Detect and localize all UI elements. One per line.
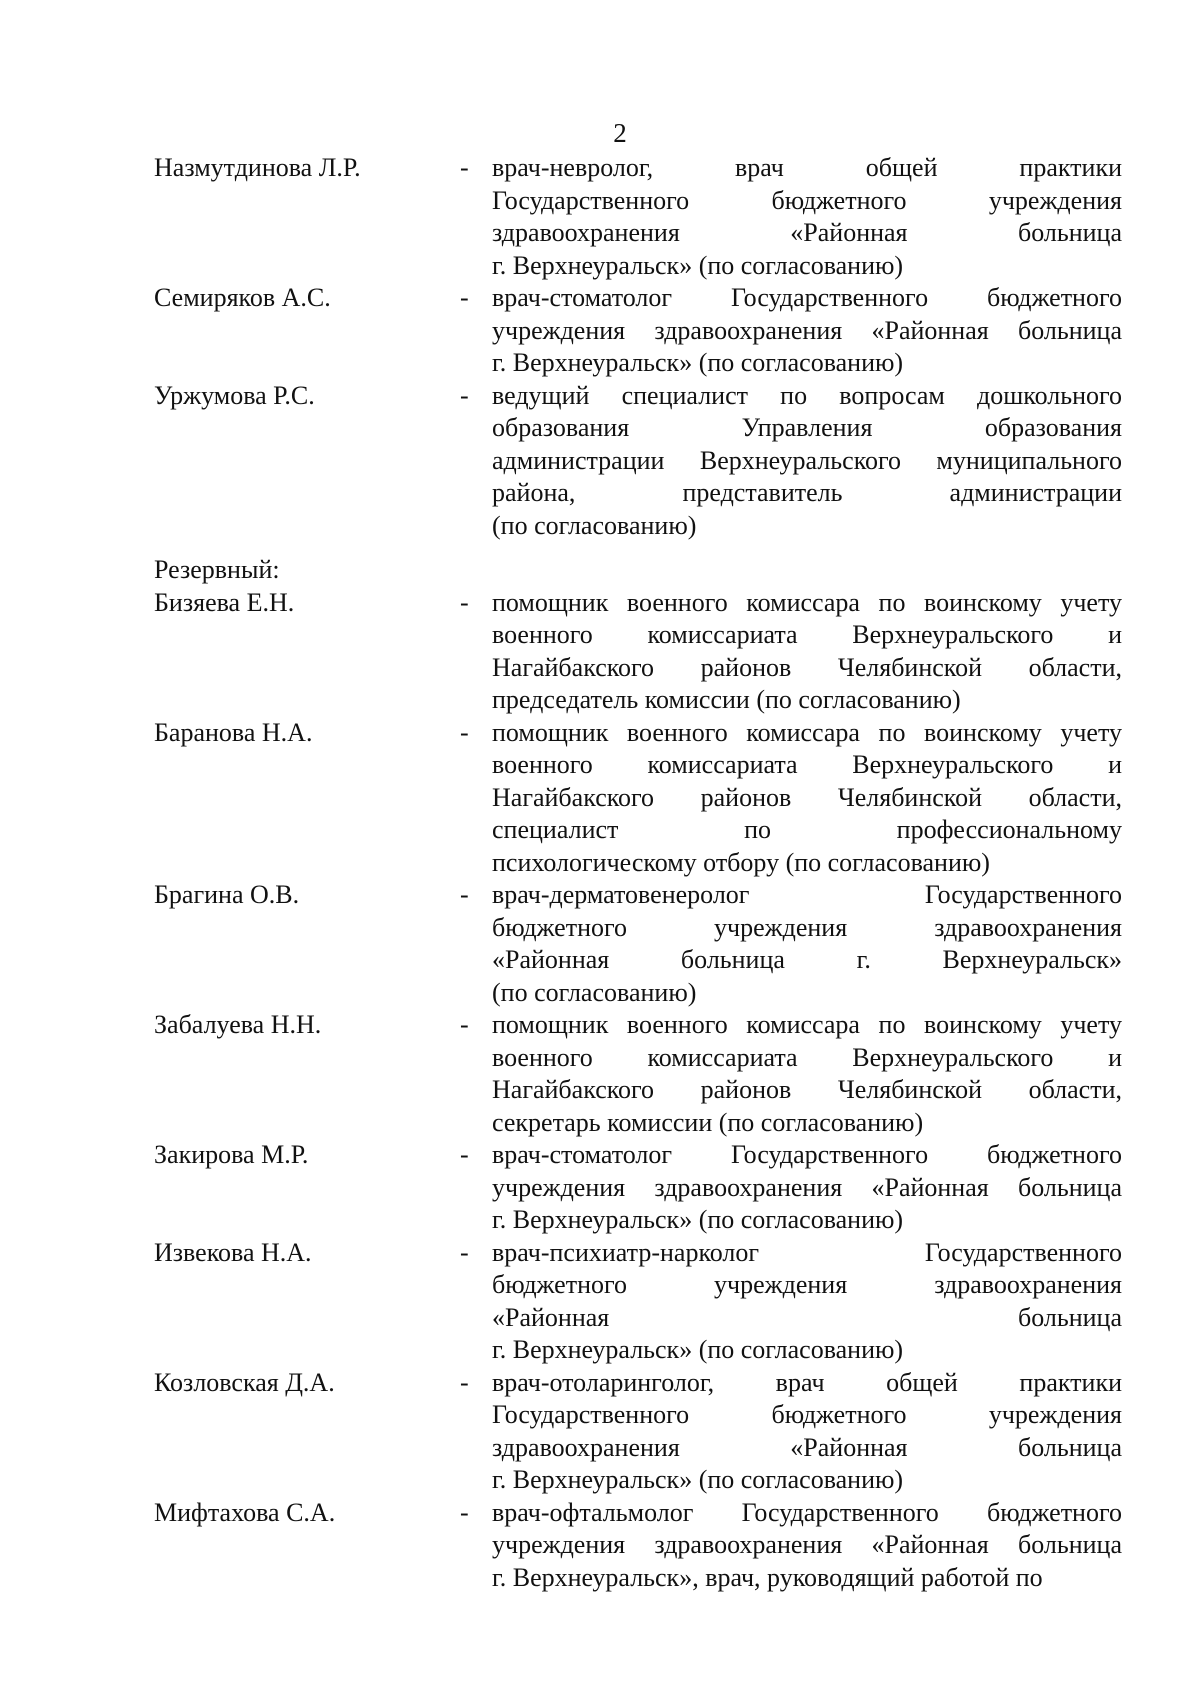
position-line: учреждения здравоохранения «Районная больница — [492, 1530, 1122, 1559]
member-position — [492, 587, 1122, 717]
member-position — [492, 282, 1122, 380]
position-line: военного комиссариата Верхнеуральского и — [492, 1042, 1122, 1072]
member-position — [492, 1009, 1122, 1139]
position-line: учреждения здравоохранения «Районная больница — [492, 315, 1122, 345]
position-line: г. Верхнеуральск» (по согласованию) — [492, 250, 904, 280]
position-line: г. Верхнеуральск» (по согласованию) — [492, 1465, 904, 1494]
member-entry — [154, 1367, 1134, 1497]
member-position — [492, 380, 1122, 543]
member-name: Брагина О.В. — [154, 880, 300, 909]
dash-separator: - — [460, 1010, 469, 1039]
position-line: врач-офтальмолог Государственного бюджетного — [492, 1497, 1122, 1527]
dash-separator: - — [460, 1237, 469, 1267]
member-position — [492, 1139, 1122, 1237]
member-position — [492, 717, 1122, 880]
position-line: помощник военного комиссара по воинскому учету — [492, 587, 1122, 617]
position-line: врач-невролог, врач общей практики — [492, 153, 1122, 182]
position-line: ведущий специалист по вопросам дошкольного — [492, 380, 1122, 410]
position-line: г. Верхнеуральск», врач, руководящий работой по — [492, 1562, 1043, 1592]
position-line: здравоохранения «Районная больница — [492, 1432, 1122, 1462]
position-line: бюджетного учреждения здравоохранения — [492, 1270, 1122, 1299]
dash-separator: - — [460, 880, 469, 909]
reserve-members — [154, 587, 1134, 1595]
commission-list — [154, 152, 1134, 1594]
position-line: района, представитель администрации — [492, 478, 1122, 507]
member-entry — [154, 587, 1134, 717]
member-entry — [154, 152, 1134, 282]
position-line: бюджетного учреждения здравоохранения — [492, 912, 1122, 942]
dash-separator: - — [460, 380, 469, 410]
position-line: помощник военного комиссара по воинскому учету — [492, 717, 1122, 747]
member-name: Закирова М.Р. — [154, 1140, 309, 1169]
reserve-label: Резервный: — [154, 555, 280, 584]
member-name: Забалуева Н.Н. — [154, 1010, 322, 1039]
position-line: секретарь комиссии (по согласованию) — [492, 1107, 924, 1137]
position-line: психологическому отбору (по согласованию) — [492, 847, 990, 877]
member-name: Извекова Н.А. — [154, 1237, 312, 1267]
position-line: Государственного бюджетного учреждения — [492, 185, 1122, 215]
position-line: врач-дерматовенеролог Государственного — [492, 880, 1122, 909]
position-line: «Районная больница г. Верхнеуральск» — [492, 945, 1122, 974]
position-line: Нагайбакского районов Челябинской области, — [492, 1075, 1122, 1104]
member-entry — [154, 717, 1134, 880]
position-line: врач-стоматолог Государственного бюджетного — [492, 283, 1122, 312]
dash-separator: - — [460, 153, 469, 182]
member-position — [492, 879, 1122, 1009]
member-position — [492, 152, 1122, 282]
dash-separator: - — [460, 587, 469, 617]
member-entry — [154, 380, 1134, 543]
position-line: г. Верхнеуральск» (по согласованию) — [492, 348, 904, 377]
member-position — [492, 1367, 1122, 1497]
member-entry — [154, 879, 1134, 1009]
member-entry — [154, 1009, 1134, 1139]
position-line: Нагайбакского районов Челябинской области, — [492, 782, 1122, 812]
position-line: помощник военного комиссара по воинскому учету — [492, 1010, 1122, 1039]
main-members — [154, 152, 1134, 542]
member-position — [492, 1497, 1122, 1595]
position-line: Государственного бюджетного учреждения — [492, 1400, 1122, 1429]
position-line: «Районная больница — [492, 1302, 1122, 1332]
member-name: Баранова Н.А. — [154, 717, 313, 747]
member-name: Семиряков А.С. — [154, 283, 331, 312]
position-line: администрации Верхнеуральского муниципального — [492, 445, 1122, 475]
member-entry — [154, 282, 1134, 380]
position-line: военного комиссариата Верхнеуральского и — [492, 620, 1122, 649]
member-name: Мифтахова С.А. — [154, 1497, 336, 1527]
member-position — [492, 1237, 1122, 1367]
member-name: Козловская Д.А. — [154, 1367, 335, 1397]
position-line: здравоохранения «Районная больница — [492, 218, 1122, 247]
position-line: образования Управления образования — [492, 413, 1122, 442]
dash-separator: - — [460, 1140, 469, 1169]
position-line: учреждения здравоохранения «Районная больница — [492, 1172, 1122, 1202]
position-line: врач-отоларинголог, врач общей практики — [492, 1367, 1122, 1397]
position-line: председатель комиссии (по согласованию) — [492, 685, 961, 714]
member-name: Назмутдинова Л.Р. — [154, 153, 361, 182]
member-name: Бизяева Е.Н. — [154, 587, 295, 617]
position-line: врач-стоматолог Государственного бюджетного — [492, 1140, 1122, 1169]
dash-separator: - — [460, 283, 469, 312]
member-entry — [154, 1237, 1134, 1367]
dash-separator: - — [460, 1367, 469, 1397]
position-line: (по согласованию) — [492, 510, 697, 540]
member-entry — [154, 1497, 1134, 1595]
position-line: (по согласованию) — [492, 977, 697, 1007]
position-line: специалист по профессиональному — [492, 815, 1122, 844]
member-name: Уржумова Р.С. — [154, 380, 315, 410]
dash-separator: - — [460, 717, 469, 747]
member-entry — [154, 1139, 1134, 1237]
page-number: 2 — [613, 118, 627, 148]
position-line: врач-психиатр-нарколог Государственного — [492, 1237, 1122, 1267]
dash-separator: - — [460, 1497, 469, 1527]
position-line: военного комиссариата Верхнеуральского и — [492, 750, 1122, 779]
position-line: г. Верхнеуральск» (по согласованию) — [492, 1335, 904, 1364]
position-line: г. Верхнеуральск» (по согласованию) — [492, 1205, 904, 1234]
position-line: Нагайбакского районов Челябинской области, — [492, 652, 1122, 682]
